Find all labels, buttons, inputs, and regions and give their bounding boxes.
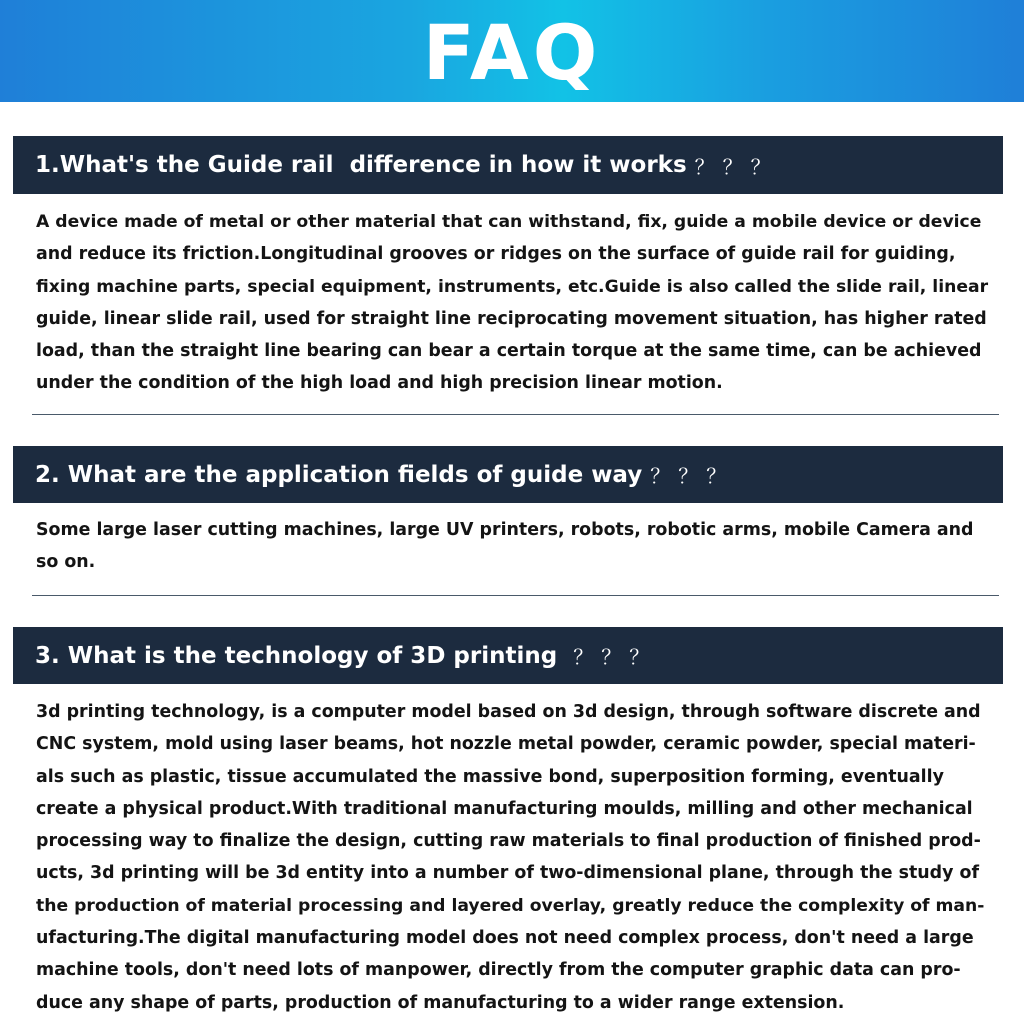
question-marks: ？？？ bbox=[650, 464, 735, 488]
answer-line: duce any shape of parts, production of manufacturing to a wider range extension. bbox=[36, 992, 845, 1013]
answer-line: processing way to finalize the design, cutting raw materials to final production of finished prod- bbox=[36, 831, 981, 852]
answer-line: guide, linear slide rail, used for straight line reciprocating movement situation, has higher rated bbox=[36, 308, 987, 329]
answer-line: ucts, 3d printing will be 3d entity into a number of two-dimensional plane, through the study of bbox=[36, 863, 980, 884]
faq-answer-1 bbox=[36, 206, 991, 400]
answer-line: als such as plastic, tissue accumulated the massive bond, superposition forming, eventually bbox=[36, 766, 944, 787]
question-text: 3. What is the technology of 3D printing bbox=[35, 642, 566, 669]
answer-line: 3d printing technology, is a computer model based on 3d design, through software discrete and bbox=[36, 702, 981, 722]
answer-line: so on. bbox=[36, 552, 96, 573]
divider bbox=[32, 595, 999, 596]
answer-line: ufacturing.The digital manufacturing model does not need complex process, don't need a large bbox=[36, 928, 974, 949]
faq-question-1 bbox=[13, 136, 1003, 194]
answer-line: the production of material processing and layered overlay, greatly reduce the complexity of man- bbox=[36, 895, 985, 916]
answer-line: fixing machine parts, special equipment, instruments, etc.Guide is also called the slide rail, linear bbox=[36, 276, 989, 297]
answer-line: create a physical product.With traditional manufacturing moulds, milling and other mechanical bbox=[36, 798, 973, 819]
faq-answer-2 bbox=[36, 514, 991, 579]
faq-banner bbox=[0, 0, 1024, 102]
answer-line: and reduce its friction.Longitudinal grooves or ridges on the surface of guide rail for guiding, bbox=[36, 244, 956, 265]
answer-line: A device made of metal or other material that can withstand, fix, guide a mobile device or device bbox=[36, 212, 982, 232]
divider bbox=[32, 414, 999, 415]
answer-line: Some large laser cutting machines, large UV printers, robots, robotic arms, mobile Camera and bbox=[36, 520, 974, 540]
question-marks: ？？？ bbox=[573, 645, 658, 669]
answer-line: CNC system, mold using laser beams, hot nozzle metal powder, ceramic powder, special materi- bbox=[36, 734, 976, 755]
faq-question-2 bbox=[13, 446, 1003, 503]
question-marks: ？？？ bbox=[694, 154, 779, 179]
question-text: 2. What are the application fields of guide way bbox=[35, 461, 643, 488]
page-title: FAQ bbox=[422, 8, 602, 97]
answer-line: under the condition of the high load and high precision linear motion. bbox=[36, 373, 723, 394]
answer-line: load, than the straight line bearing can bear a certain torque at the same time, can be achieved bbox=[36, 341, 982, 362]
answer-line: machine tools, don't need lots of manpower, directly from the computer graphic data can pro- bbox=[36, 960, 961, 981]
question-text: 1.What's the Guide rail difference in how it works bbox=[35, 152, 687, 178]
faq-answer-3 bbox=[36, 696, 991, 1019]
faq-question-3 bbox=[13, 627, 1003, 684]
